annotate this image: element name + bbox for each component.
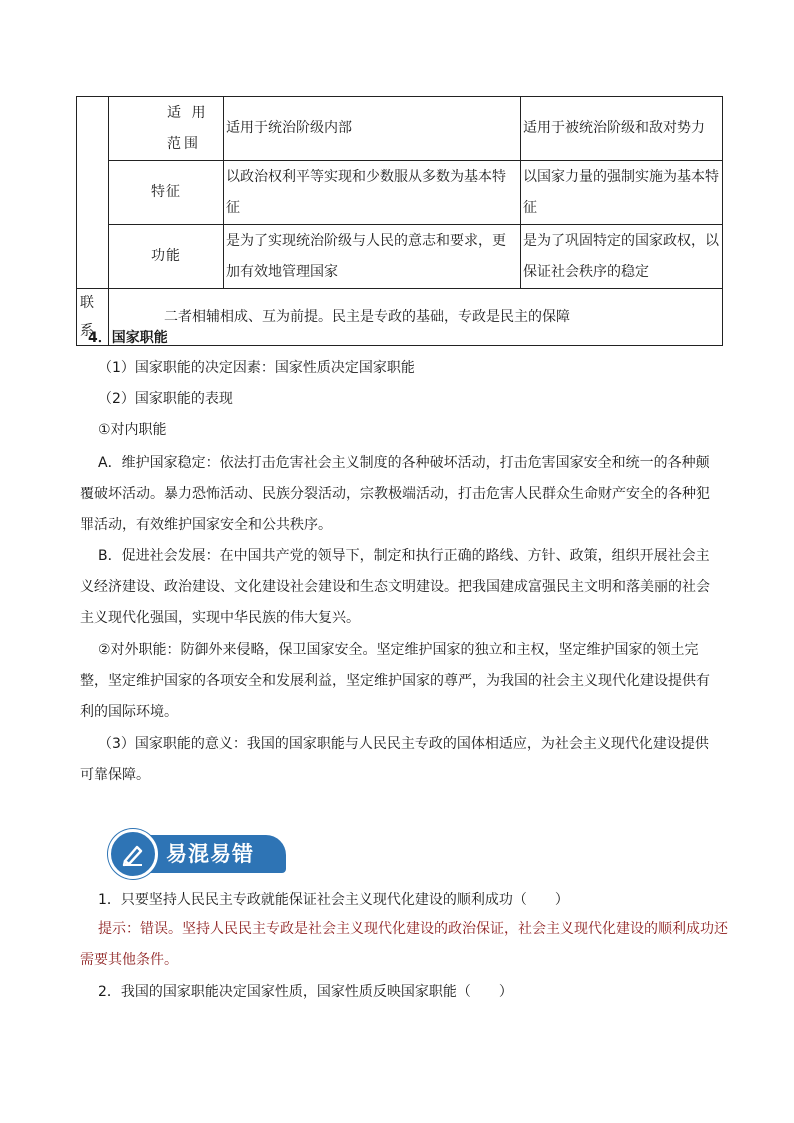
paragraph: ①对内职能	[98, 422, 167, 438]
right-cell: 是为了巩固特定的国家政权，以保证社会秩序的稳定	[521, 225, 723, 289]
table-row	[77, 97, 723, 161]
paragraph: （3）国家职能的意义：我国的国家职能与人民民主专政的国体相适应，为社会主义现代化建设提供可靠保障。	[80, 736, 709, 783]
right-cell: 适用于被统治阶级和敌对势力	[521, 97, 723, 161]
table-row	[77, 161, 723, 225]
left-cell: 以政治权利平等实现和少数服从多数为基本特征	[224, 161, 521, 225]
link-text: 二者相辅相成、互为前提。民主是专政的基础，专政是民主的保障	[109, 289, 723, 346]
banner-icon-circle	[108, 829, 158, 879]
table-row	[77, 225, 723, 289]
row-label: 适 用 范围	[109, 97, 224, 161]
left-cell: 是为了实现统治阶级与人民的意志和要求，更加有效地管理国家	[224, 225, 521, 289]
section-heading: 4．国家职能	[88, 330, 168, 346]
row-label: 特征	[109, 161, 224, 225]
paragraph: B．促进社会发展：在中国共产党的领导下，制定和执行正确的路线、方针、政策，组织开展社会主义经济建设、政治建设、文化建设社会建设和生态文明建设。把我国建成富强民主文明和落美丽的社会主义现代化强国，实现中华民族的伟大复兴。	[80, 548, 710, 626]
paragraph: （2）国家职能的表现	[98, 391, 233, 407]
link-label: 联系	[77, 289, 109, 346]
quiz-question: 1．只要坚持人民民主专政就能保证社会主义现代化建设的顺利成功（ ）	[98, 892, 569, 908]
quiz-hint: 提示：错误。坚持人民民主专政是社会主义现代化建设的政治保证，社会主义现代化建设的顺利成功还需要其他条件。	[80, 921, 728, 968]
quiz-question: 2．我国的国家职能决定国家性质，国家性质反映国家职能（ ）	[98, 984, 513, 1000]
paragraph: A．维护国家稳定：依法打击危害社会主义制度的各种破坏活动，打击危害国家安全和统一的各种颠覆破坏活动。暴力恐怖活动、民族分裂活动，宗教极端活动，打击危害人民群众生命财产安全的各种犯罪活动，有效维护国家安全和公共秩序。	[80, 455, 710, 533]
comparison-table	[76, 96, 723, 346]
table-empty-cell	[77, 97, 109, 289]
paragraph: （1）国家职能的决定因素：国家性质决定国家职能	[98, 360, 415, 376]
row-label: 功能	[109, 225, 224, 289]
table-row	[77, 289, 723, 346]
section-banner	[108, 829, 286, 875]
right-cell: 以国家力量的强制实施为基本特征	[521, 161, 723, 225]
banner-title: 易混易错	[166, 841, 254, 866]
paragraph: ②对外职能：防御外来侵略，保卫国家安全。坚定维护国家的独立和主权，坚定维护国家的领土完整，坚定维护国家的各项安全和发展利益，坚定维护国家的尊严，为我国的社会主义现代化建设提供有利的国际环境。	[80, 642, 710, 720]
left-cell: 适用于统治阶级内部	[224, 97, 521, 161]
pencil-icon	[120, 841, 146, 867]
